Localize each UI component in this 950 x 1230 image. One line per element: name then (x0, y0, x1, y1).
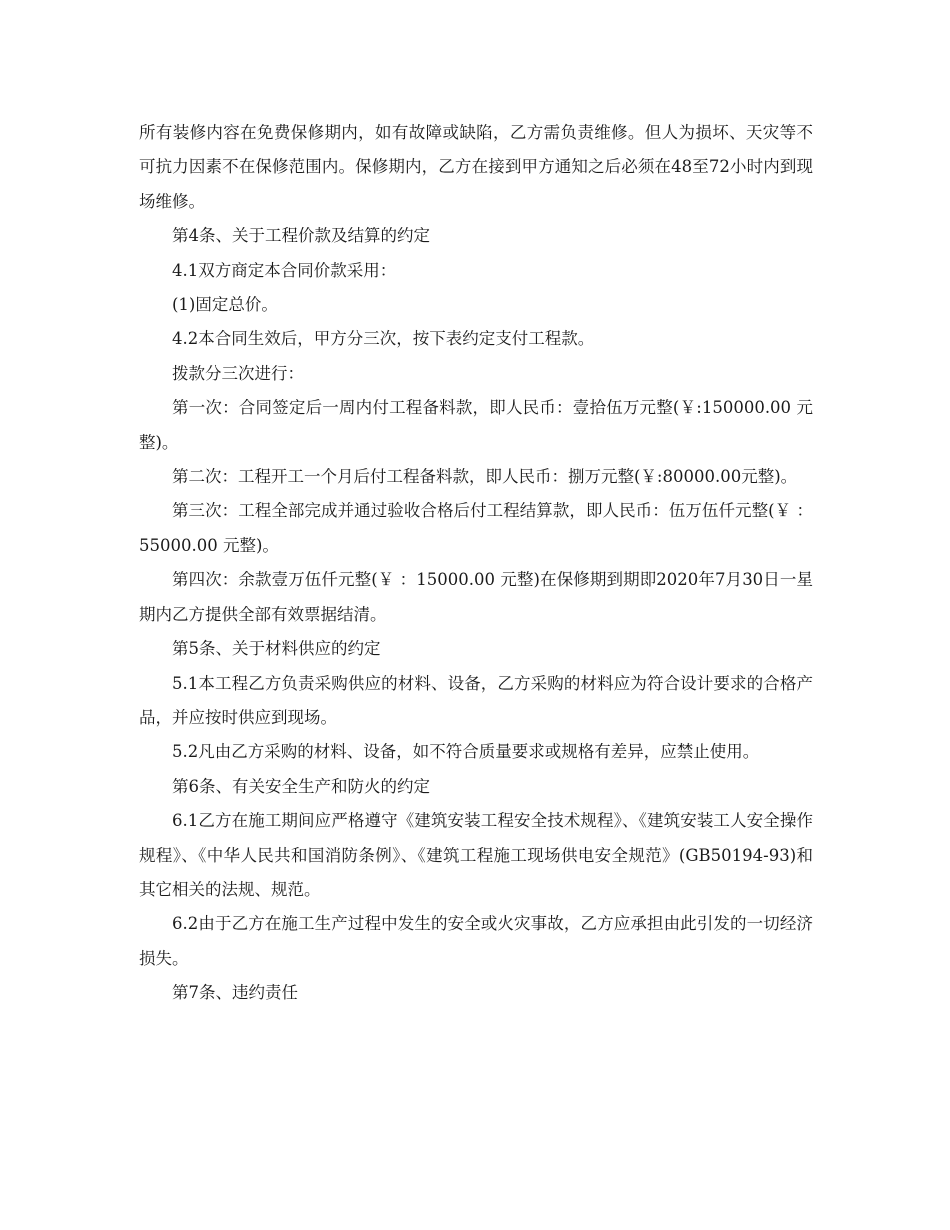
paragraph-6-2: 6.2由于乙方在施工生产过程中发生的安全或火灾事故，乙方应承担由此引发的一切经济损失。 (139, 914, 813, 968)
paragraph-payment-1: 第一次：合同签定后一周内付工程备料款，即人民币：壹拾伍万元整(￥:150000.00 元整)。 (139, 398, 813, 452)
paragraph-5-1: 5.1本工程乙方负责采购供应的材料、设备，乙方采购的材料应为符合设计要求的合格产品，并应按时供应到现场。 (139, 673, 813, 727)
paragraph-fixed-price: (1)固定总价。 (172, 295, 278, 315)
document-body (139, 116, 813, 1011)
heading-article-4: 第4条、关于工程价款及结算的约定 (172, 226, 430, 246)
heading-article-6: 第6条、有关安全生产和防火的约定 (172, 776, 430, 796)
paragraph-payment-2: 第二次：工程开工一个月后付工程备料款，即人民币：捌万元整(￥:80000.00元整)。 (172, 467, 798, 487)
paragraph-6-1: 6.1乙方在施工期间应严格遵守《建筑安装工程安全技术规程》、《建筑安装工人安全操作规程》、《中华人民共和国消防条例》、《建筑工程施工现场供电安全规范》(GB50194-93)和其它相关的法规、规范。 (139, 811, 813, 899)
heading-article-5: 第5条、关于材料供应的约定 (172, 639, 381, 659)
paragraph-payment-4: 第四次：余款壹万伍仟元整(￥ ：15000.00 元整)在保修期到期即2020年7月30日一星期内乙方提供全部有效票据结清。 (139, 570, 813, 624)
paragraph-5-2: 5.2凡由乙方采购的材料、设备，如不符合质量要求或规格有差异，应禁止使用。 (172, 742, 760, 762)
paragraph-4-1: 4.1双方商定本合同价款采用： (172, 260, 397, 280)
paragraph-warranty: 所有装修内容在免费保修期内，如有故障或缺陷，乙方需负责维修。但人为损坏、天灾等不可抗力因素不在保修范围内。保修期内，乙方在接到甲方通知之后必须在48至72小时内到现场维修。 (139, 123, 813, 211)
heading-article-7: 第7条、违约责任 (172, 983, 298, 1003)
paragraph-payment-schedule: 拨款分三次进行： (172, 363, 304, 383)
paragraph-4-2: 4.2本合同生效后，甲方分三次，按下表约定支付工程款。 (172, 329, 595, 349)
paragraph-payment-3: 第三次：工程全部完成并通过验收合格后付工程结算款，即人民币：伍万伍仟元整(￥ ：55000.00 元整)。 (139, 501, 813, 555)
